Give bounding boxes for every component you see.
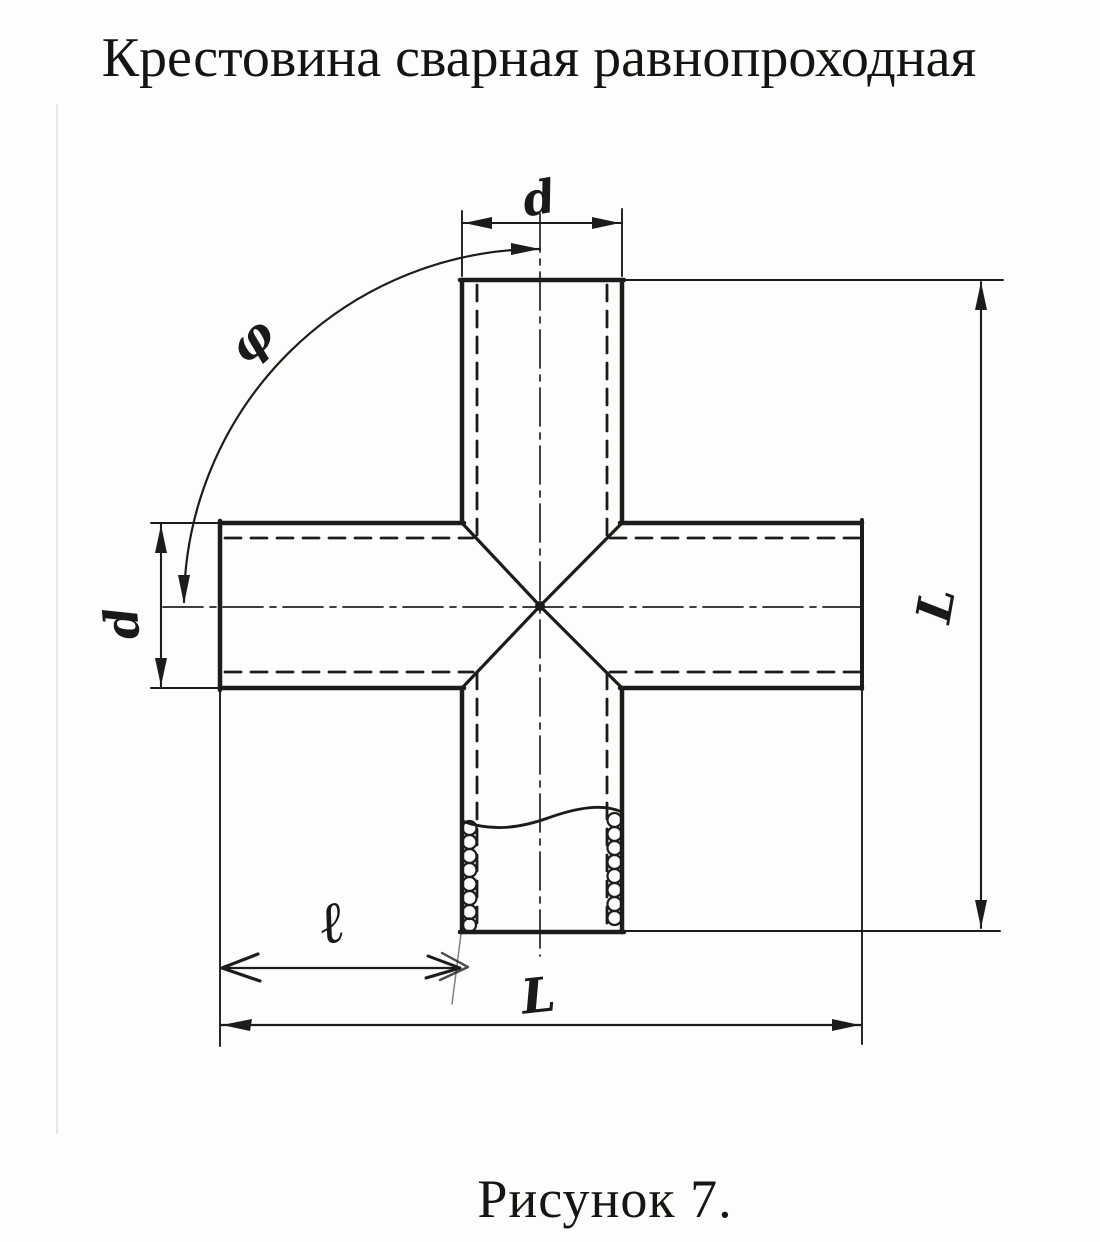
vertical-pipe-bottom-branch	[460, 673, 624, 932]
dimension-d-left	[94, 523, 223, 688]
center-point	[535, 601, 545, 611]
horizontal-pipe-right-branch	[610, 520, 862, 689]
arrowhead	[464, 217, 492, 229]
dim-label-d-top: d	[518, 168, 560, 228]
vertical-pipe-top-branch	[460, 280, 624, 537]
dim-label-L-right: L	[905, 583, 967, 627]
dim-label-l-bottom: ℓ	[312, 886, 352, 959]
arrowhead	[975, 900, 987, 928]
dimension-L-bottom	[221, 689, 862, 1044]
pipe-break-wavy-line	[462, 807, 622, 827]
arrowhead	[155, 525, 167, 553]
centerlines	[163, 214, 862, 956]
dimension-d-top	[462, 169, 622, 276]
weld-texture	[463, 813, 622, 932]
horizontal-pipe-left-branch	[220, 521, 473, 690]
arrowhead	[222, 1019, 252, 1031]
dim-label-L-bottom: L	[518, 966, 559, 1026]
arc-label-phi: φ	[217, 306, 285, 375]
figure-caption: Рисунок 7.	[477, 1169, 733, 1229]
arrowhead	[178, 575, 190, 604]
arrowhead	[975, 282, 987, 310]
arrowhead	[592, 217, 620, 229]
dimension-l-bottom	[220, 690, 468, 1046]
drawing-title: Крестовина сварная равнопроходная	[101, 27, 977, 89]
dim-label-d-left: d	[93, 605, 151, 642]
weld-seam-diagonals	[462, 523, 622, 688]
arrowhead	[511, 243, 540, 255]
dimension-L-right	[624, 280, 1003, 931]
arrowhead	[832, 1019, 860, 1031]
arrowhead	[155, 658, 167, 686]
